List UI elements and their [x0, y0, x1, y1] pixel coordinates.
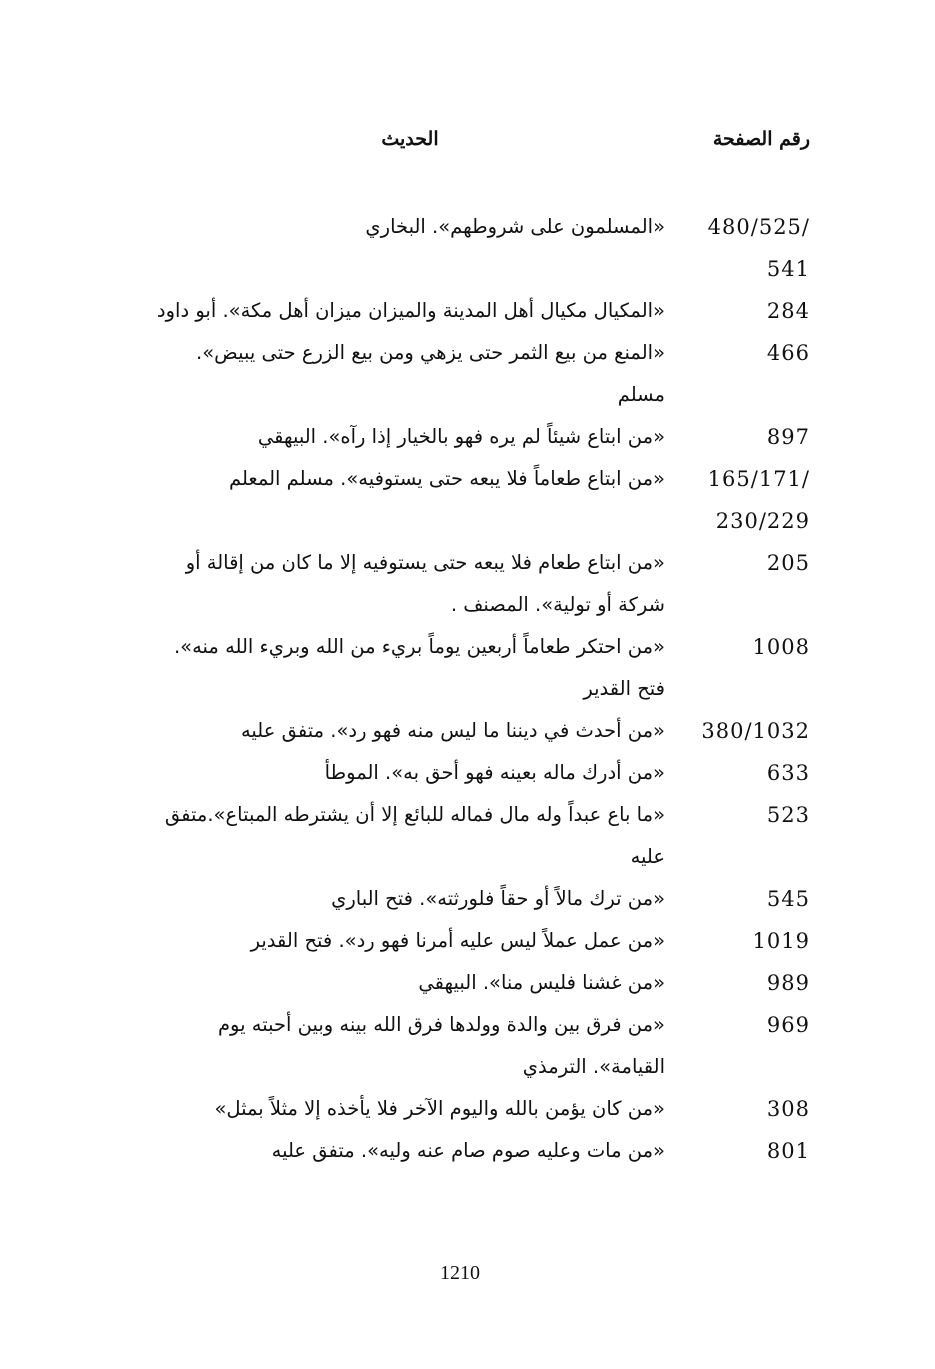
index-entry [80, 1088, 810, 1130]
index-entry [80, 878, 810, 920]
column-gap [665, 920, 695, 962]
entry-page-numbers: 284 [766, 299, 810, 323]
entry-hadith-text: «من فرق بين والدة وولدها فرق الله بينه وبين أحبته يوم القيامة». الترمذي [217, 1013, 665, 1078]
entry-page-numbers: 523 [766, 803, 810, 827]
entry-page-numbers: 165/171/ 230/229 [707, 467, 810, 533]
index-entry [80, 1004, 810, 1088]
index-entry [80, 1130, 810, 1172]
column-gap [665, 710, 695, 752]
hadith-index-list [80, 206, 810, 1172]
column-gap [665, 1004, 695, 1088]
entry-hadith-text: «من كان يؤمن بالله واليوم الآخر فلا يأخذه إلا مثلاً بمثل» [214, 1097, 665, 1120]
entry-page-numbers: 545 [766, 887, 810, 911]
entry-hadith-text: «المسلمون على شروطهم». البخاري [365, 215, 665, 238]
entry-hadith-text: «من ابتاع طعاماً فلا يبعه حتى يستوفيه». مسلم المعلم [228, 467, 665, 490]
entry-page-numbers: 380/1032 [701, 719, 810, 743]
column-gap [665, 1130, 695, 1172]
entry-hadith-text: «ما باع عبداً وله مال فماله للبائع إلا أن يشترطه المبتاع».متفق عليه [164, 803, 665, 868]
entry-page-numbers: 633 [766, 761, 810, 785]
column-gap [665, 290, 695, 332]
column-gap [665, 626, 695, 710]
entry-hadith-text: «المنع من بيع الثمر حتى يزهي ومن بيع الزرع حتى يبيض». مسلم [196, 341, 665, 406]
entry-hadith-text: «من عمل عملاً ليس عليه أمرنا فهو رد». فتح القدير [250, 929, 665, 952]
entry-hadith-text: «من أدرك ماله بعينه فهو أحق به». الموطأ [324, 761, 665, 784]
entry-hadith-text: «من مات وعليه صوم صام عنه وليه». متفق عليه [271, 1139, 665, 1162]
column-gap [665, 206, 695, 290]
entry-page-numbers: 969 [766, 1013, 810, 1037]
column-gap [665, 794, 695, 878]
column-gap [665, 878, 695, 920]
entry-page-numbers: 480/525/ 541 [707, 215, 810, 281]
entry-page-numbers: 308 [766, 1097, 810, 1121]
column-gap [665, 962, 695, 1004]
page-number: 1210 [440, 1262, 480, 1284]
entry-hadith-text: «من ابتاع شيئاً لم يره فهو بالخيار إذا رآه». البيهقي [257, 425, 665, 448]
entry-page-numbers: 466 [766, 341, 810, 365]
column-gap [665, 332, 695, 416]
index-entry [80, 752, 810, 794]
page-number-column-header: رقم الصفحة [712, 128, 810, 150]
entry-hadith-text: «من أحدث في ديننا ما ليس منه فهو رد». متفق عليه [240, 719, 665, 742]
column-gap [665, 542, 695, 626]
index-entry [80, 416, 810, 458]
entry-page-numbers: 989 [766, 971, 810, 995]
column-gap [665, 752, 695, 794]
entry-hadith-text: «من ابتاع طعام فلا يبعه حتى يستوفيه إلا ما كان من إقالة أو شركة أو تولية». المصنف . [185, 551, 665, 616]
index-entry [80, 290, 810, 332]
entry-page-numbers: 205 [766, 551, 810, 575]
index-entry [80, 332, 810, 416]
index-entry [80, 626, 810, 710]
entry-hadith-text: «من احتكر طعاماً أربعين يوماً بريء من الله وبريء الله منه». فتح القدير [173, 635, 665, 700]
index-entry [80, 206, 810, 290]
entry-hadith-text: «من غشنا فليس منا». البيهقي [418, 971, 665, 994]
entry-hadith-text: «المكيال مكيال أهل المدينة والميزان ميزان أهل مكة». أبو داود [156, 299, 665, 322]
entry-hadith-text: «من ترك مالاً أو حقاً فلورثته». فتح الباري [331, 887, 665, 910]
entry-page-numbers: 897 [766, 425, 810, 449]
index-entry [80, 710, 810, 752]
index-entry [80, 458, 810, 542]
index-entry [80, 920, 810, 962]
entry-page-numbers: 1008 [752, 635, 810, 659]
entry-page-numbers: 1019 [752, 929, 810, 953]
index-entry [80, 542, 810, 626]
column-gap [665, 458, 695, 542]
entry-page-numbers: 801 [766, 1139, 810, 1163]
index-entry [80, 794, 810, 878]
hadith-column-header: الحديث [381, 128, 439, 150]
index-entry [80, 962, 810, 1004]
column-gap [665, 1088, 695, 1130]
column-gap [665, 416, 695, 458]
